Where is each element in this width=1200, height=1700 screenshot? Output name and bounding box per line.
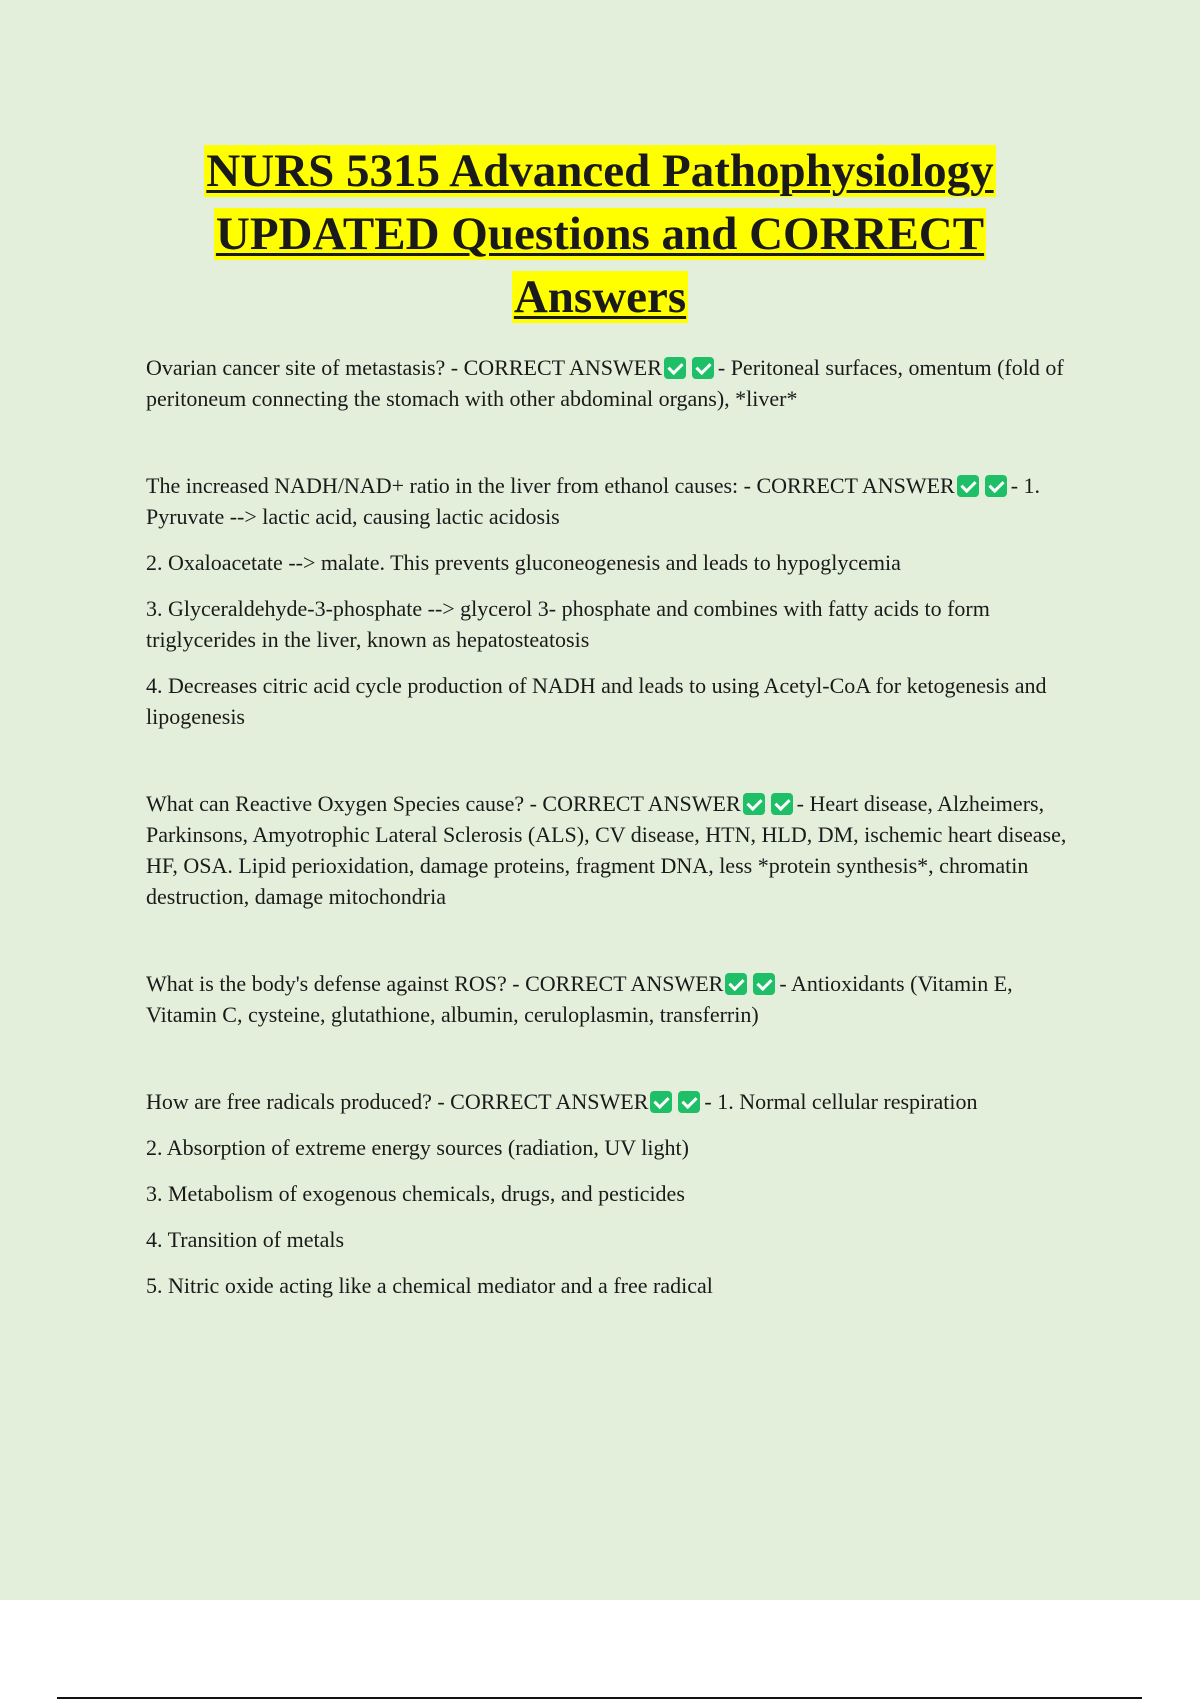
qa-question-line	[146, 1086, 1086, 1117]
qa-question-line	[146, 470, 1086, 532]
green-check-box-icon	[692, 357, 714, 379]
title-line-2: UPDATED Questions and CORRECT	[215, 208, 985, 260]
green-check-box-icon	[771, 793, 793, 815]
green-check-box-icon	[678, 1091, 700, 1113]
green-check-box-icon	[743, 793, 765, 815]
answer-list-item: 3. Glyceraldehyde-3-phosphate --> glycerol 3- phosphate and combines with fatty acids to form triglycerides in the liver, known as hepatosteatosis	[146, 596, 990, 652]
answer-text: - 1. Pyruvate --> lactic acid, causing lactic acidosis	[146, 473, 1041, 529]
qa-question-line	[146, 352, 1086, 414]
document-title	[0, 140, 1200, 329]
qa-list	[146, 352, 1086, 1316]
question-text: What can Reactive Oxygen Species cause? - CORRECT ANSWER	[146, 791, 741, 816]
question-text: What is the body's defense against ROS? - CORRECT ANSWER	[146, 971, 724, 996]
qa-item	[146, 788, 1086, 912]
green-check-box-icon	[957, 475, 979, 497]
answer-text: - 1. Normal cellular respiration	[704, 1089, 978, 1114]
qa-question-line	[146, 788, 1086, 912]
answer-text: - Peritoneal surfaces, omentum (fold of peritoneum connecting the stomach with other abdominal organs), *liver*	[146, 355, 1064, 411]
answer-list-item: 3. Metabolism of exogenous chemicals, drugs, and pesticides	[146, 1181, 685, 1206]
answer-list-item: 2. Absorption of extreme energy sources (radiation, UV light)	[146, 1135, 689, 1160]
title-line-1: NURS 5315 Advanced Pathophysiology	[206, 145, 994, 197]
qa-item	[146, 470, 1086, 732]
qa-item	[146, 352, 1086, 414]
question-text: The increased NADH/NAD+ ratio in the liver from ethanol causes: - CORRECT ANSWER	[146, 473, 955, 498]
green-check-box-icon	[753, 973, 775, 995]
answer-list-item: 5. Nitric oxide acting like a chemical mediator and a free radical	[146, 1273, 713, 1298]
answer-list-item: 4. Decreases citric acid cycle production of NADH and leads to using Acetyl-CoA for ketogenesis and lipogenesis	[146, 673, 1047, 729]
green-check-box-icon	[650, 1091, 672, 1113]
answer-list-item: 4. Transition of metals	[146, 1227, 345, 1252]
footer-divider	[57, 1697, 1142, 1699]
qa-item	[146, 968, 1086, 1030]
answer-list-item: 2. Oxaloacetate --> malate. This prevents gluconeogenesis and leads to hypoglycemia	[146, 550, 901, 575]
qa-item	[146, 1086, 1086, 1301]
green-check-box-icon	[664, 357, 686, 379]
qa-question-line	[146, 968, 1086, 1030]
answer-text: - Heart disease, Alzheimers, Parkinsons, Amyotrophic Lateral Sclerosis (ALS), CV disease, HTN, HLD, DM, ischemic heart disease, HF, OSA. Lipid perioxidation, damage proteins, fragment DNA, less *protein synthesis*, chromatin destruction, damage mitochondria	[146, 791, 1067, 909]
title-line-3: Answers	[513, 271, 687, 323]
green-check-box-icon	[725, 973, 747, 995]
answer-text: - Antioxidants (Vitamin E, Vitamin C, cysteine, glutathione, albumin, ceruloplasmin, transferrin)	[146, 971, 1013, 1027]
question-text: Ovarian cancer site of metastasis? - CORRECT ANSWER	[146, 355, 662, 380]
green-check-box-icon	[985, 475, 1007, 497]
question-text: How are free radicals produced? - CORRECT ANSWER	[146, 1089, 649, 1114]
